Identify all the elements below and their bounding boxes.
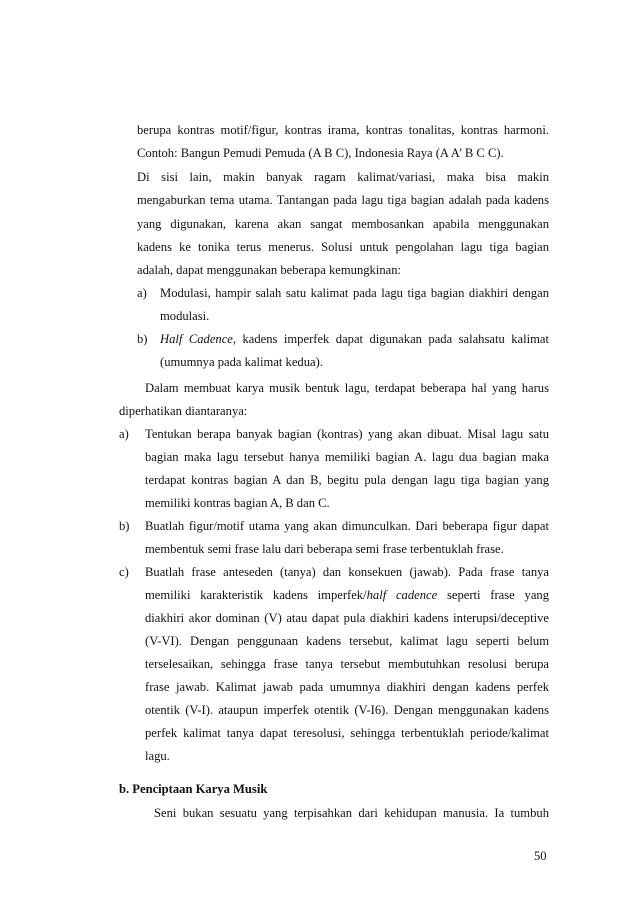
list-item-line: membentuk semi frase lalu dari beberapa semi frase terbentuklah frase. xyxy=(145,542,504,556)
line-text: memiliki karakteristik kadens imperfek/ xyxy=(145,588,367,602)
list-item-line: (V-VI). Dengan penggunaan kadens tersebut, kalimat lagu seperti belum xyxy=(145,634,549,648)
paragraph-line: mengaburkan tema utama. Tantangan pada lagu tiga bagian adalah pada kadens xyxy=(137,193,549,207)
list-item-line: modulasi. xyxy=(160,309,210,323)
list-item-line: Buatlah figur/motif utama yang akan dimunculkan. Dari beberapa figur dapat xyxy=(145,519,549,533)
list-item-line: diakhiri akor dominan (V) atau dapat pula diakhiri kadens interupsi/deceptive xyxy=(145,611,549,625)
paragraph-line: diperhatikan diantaranya: xyxy=(119,404,248,418)
list-item-line: terselesaikan, sehingga frase tanya tersebut membutuhkan resolusi berupa xyxy=(145,657,549,671)
list-marker: b) xyxy=(137,332,148,346)
list-marker: a) xyxy=(119,427,129,441)
paragraph-line: kadens ke tonika terus menerus. Solusi untuk pengolahan lagu tiga bagian xyxy=(137,240,549,254)
list-item-line: otentik (V-I). ataupun imperfek otentik (V-I6). Dengan menggunakan kadens xyxy=(145,703,549,717)
paragraph-line: Contoh: Bangun Pemudi Pemuda (A B C), Indonesia Raya (A A’ B C C). xyxy=(137,146,504,160)
list-item-line: Buatlah frase anteseden (tanya) dan konsekuen (jawab). Pada frase tanya xyxy=(145,565,549,579)
paragraph-line: berupa kontras motif/figur, kontras irama, kontras tonalitas, kontras harmoni. xyxy=(137,123,549,137)
italic-term: half cadence xyxy=(366,588,438,602)
paragraph-line: Dalam membuat karya musik bentuk lagu, terdapat beberapa hal yang harus xyxy=(145,381,549,395)
list-item-line: lagu. xyxy=(145,749,170,763)
list-marker: c) xyxy=(119,565,129,579)
paragraph-line: adalah, dapat menggunakan beberapa kemungkinan: xyxy=(137,263,402,277)
line-text: , kadens imperfek dapat digunakan pada salahsatu kalimat xyxy=(232,332,549,346)
list-item-line: bagian maka lagu tersebut hanya memiliki bagian A. lagu dua bagian maka xyxy=(145,450,549,464)
page-number: 50 xyxy=(534,849,547,863)
paragraph-line: Di sisi lain, makin banyak ragam kalimat/variasi, maka bisa makin xyxy=(137,170,549,184)
list-item-line: Modulasi, hampir salah satu kalimat pada lagu tiga bagian diakhiri dengan xyxy=(160,286,549,300)
list-item-line: terdapat kontras bagian A dan B, begitu pula dengan lagu tiga bagian yang xyxy=(145,473,549,487)
list-item-line xyxy=(160,331,549,347)
list-item-line: Tentukan berapa banyak bagian (kontras) yang akan dibuat. Misal lagu satu xyxy=(145,427,549,441)
list-marker: a) xyxy=(137,286,147,300)
section-heading: b. Penciptaan Karya Musik xyxy=(119,782,268,796)
line-text: seperti frase yang xyxy=(437,588,549,602)
list-item-line: memiliki kontras bagian A, B dan C. xyxy=(145,496,330,510)
list-item-line: (umumnya pada kalimat kedua). xyxy=(160,355,323,369)
list-item-line: perfek kalimat tanya dapat teresolusi, sehingga terbentuklah periode/kalimat xyxy=(145,726,549,740)
paragraph-line: yang digunakan, karena akan sangat membosankan apabila menggunakan xyxy=(137,217,549,231)
list-item-line xyxy=(145,587,549,603)
italic-term: Half Cadence xyxy=(160,332,233,346)
paragraph-line: Seni bukan sesuatu yang terpisahkan dari kehidupan manusia. Ia tumbuh xyxy=(154,806,549,820)
list-item-line: frase jawab. Kalimat jawab pada umumnya diakhiri dengan kadens perfek xyxy=(145,680,549,694)
list-marker: b) xyxy=(119,519,130,533)
